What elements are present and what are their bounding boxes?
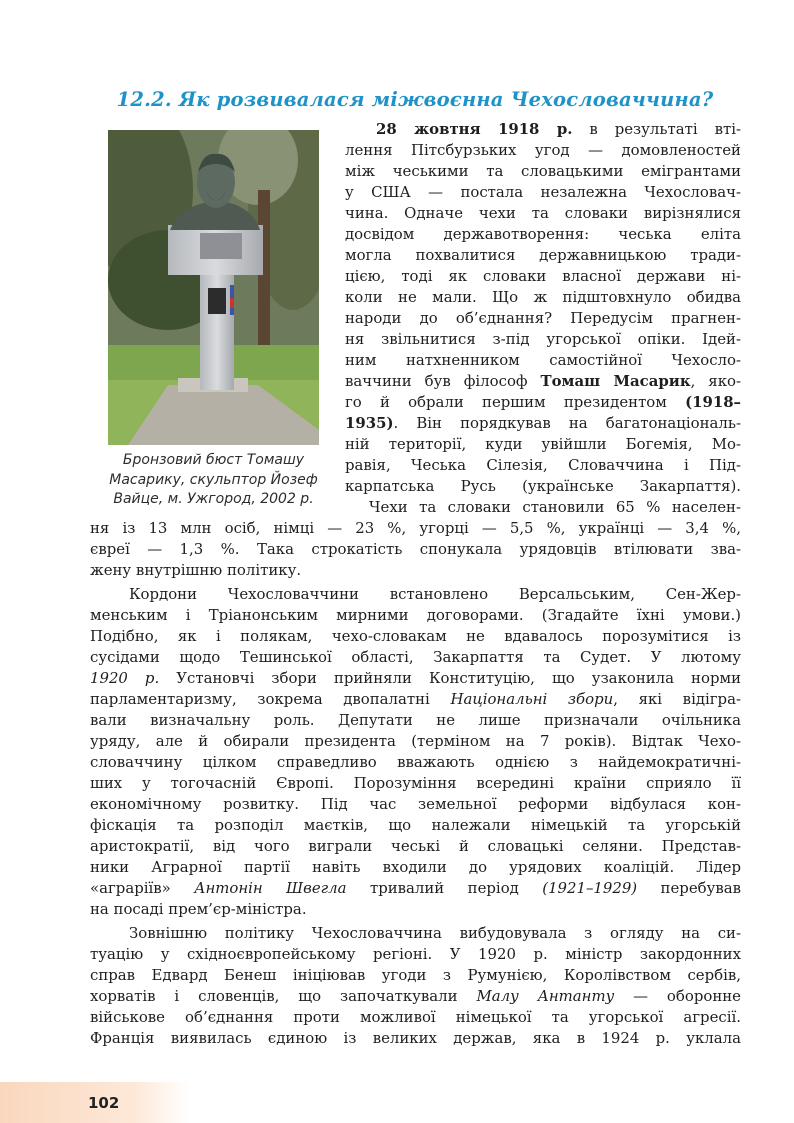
text-line: «аграріїв» Антонін Швегла тривалий період (1921–1929) перебував xyxy=(90,879,742,897)
figure-caption: Бронзовий бюст Томашу Масарику, скульптор Йозеф Вайце, м. Ужгород, 2002 р. xyxy=(109,452,318,507)
text-line: равія, Чеська Сілезія, Словаччина і Під- xyxy=(345,456,741,474)
text-line: парламентаризму, зокрема двопалатні Національні збори, які відігра- xyxy=(90,690,742,708)
text-line: коли не мали. Що ж підштовхнуло обидва xyxy=(345,288,741,306)
text-line: євреї — 1,3 %. Така строкатість спонукала урядовців втілювати зва- xyxy=(90,540,741,558)
text-line: сусідами щодо Тешинської області, Закарпаття та Судет. У лютому xyxy=(90,648,741,666)
text-line: Зовнішню політику Чехословаччина вибудовувала з огляду на си- xyxy=(129,924,741,942)
text-line: ваччини був філософ Томаш Масарик, яко- xyxy=(345,372,742,390)
text-line: менським і Тріанонським мирними договорами. (Згадайте їхні умови.) xyxy=(90,606,741,624)
text-line: ня із 13 млн осіб, німці — 23 %, угорці — 5,5 %, українці — 3,4 %, xyxy=(90,519,741,537)
section-heading: 12.2. Як розвивалася міжвоєнна Чехословаччина? xyxy=(116,88,714,111)
text-line: словаччину цілком справедливо вважають однією з найдемократичні- xyxy=(90,753,741,771)
text-line: ня звільнитися з-під угорської опіки. Ідей- xyxy=(345,330,741,348)
text-line: жену внутрішню політику. xyxy=(90,561,302,579)
text-line: ники Аграрної партії навіть входили до урядових коаліцій. Лідер xyxy=(90,858,741,876)
text-line: карпатська Русь (українське Закарпаття). xyxy=(345,477,741,495)
text-line: військове об’єднання проти можливої німецької та угорської агресії. xyxy=(90,1008,741,1026)
text-line: досвідом державотворення: чеська еліта xyxy=(345,225,741,243)
text-line: ній території, куди увійшли Богемія, Мо- xyxy=(345,435,741,453)
text-line: ших у тогочасній Європі. Порозуміння всередині країни сприяло її xyxy=(90,774,741,792)
text-line: лення Пітсбурзьких угод — домовленостей xyxy=(345,141,741,159)
text-line: вали визначальну роль. Депутати не лише призначали очільника xyxy=(90,711,741,729)
text-line: Кордони Чехословаччини встановлено Версальським, Сен-Жер- xyxy=(129,585,741,603)
text-line: Франція виявилась єдиною із великих держав, яка в 1924 р. уклала xyxy=(90,1029,741,1047)
text-line: цією, тоді як словаки власної держави ні- xyxy=(345,267,741,285)
page-number: 102 xyxy=(88,1094,120,1112)
text-line: ним натхненником самостійної Чехосло- xyxy=(345,351,741,369)
text-line: фіскація та розподіл маєтків, що належали німецькій та угорській xyxy=(90,816,741,834)
text-line: аристократії, від чого виграли чеські й словацькі селяни. Представ- xyxy=(90,837,741,855)
text-line: Чехи та словаки становили 65 % населен- xyxy=(369,498,741,516)
text-line: народи до об’єднання? Передусім прагнен- xyxy=(345,309,741,327)
text-line: хорватів і словенців, що започаткували Малу Антанту — оборонне xyxy=(90,987,741,1005)
text-line: туацію у східноєвропейському регіоні. У 1920 р. міністр закордонних xyxy=(90,945,741,963)
text-line: 1935). Він порядкував на багатонаціональ- xyxy=(345,414,741,432)
text-line: Подібно, як і полякам, чехо-словакам не вдавалось порозумітися із xyxy=(90,627,741,645)
text-line: у США — постала незалежна Чехословач- xyxy=(345,183,741,201)
text-line: 28 жовтня 1918 р. в результаті вті- xyxy=(376,120,741,138)
text-line: між чеськими та словацькими емігрантами xyxy=(345,162,741,180)
text-line: могла похвалитися державницькою тради- xyxy=(345,246,741,264)
text-line: на посаді прем’єр-міністра. xyxy=(90,900,307,918)
text-line: 1920 р. Установчі збори прийняли Конституцію, що узаконила норми xyxy=(90,669,741,687)
text-line: справ Едвард Бенеш ініціював угоди з Румунією, Королівством сербів, xyxy=(90,966,741,984)
text-line: чина. Одначе чехи та словаки вирізнялися xyxy=(345,204,741,222)
text-line: економічному розвитку. Під час земельної реформи відбулася кон- xyxy=(90,795,741,813)
masaryk-bust-photo xyxy=(108,130,319,445)
text-line: уряду, але й обирали президента (терміном на 7 років). Відтак Чехо- xyxy=(90,732,741,750)
text-line: го й обрали першим президентом (1918– xyxy=(345,393,741,411)
